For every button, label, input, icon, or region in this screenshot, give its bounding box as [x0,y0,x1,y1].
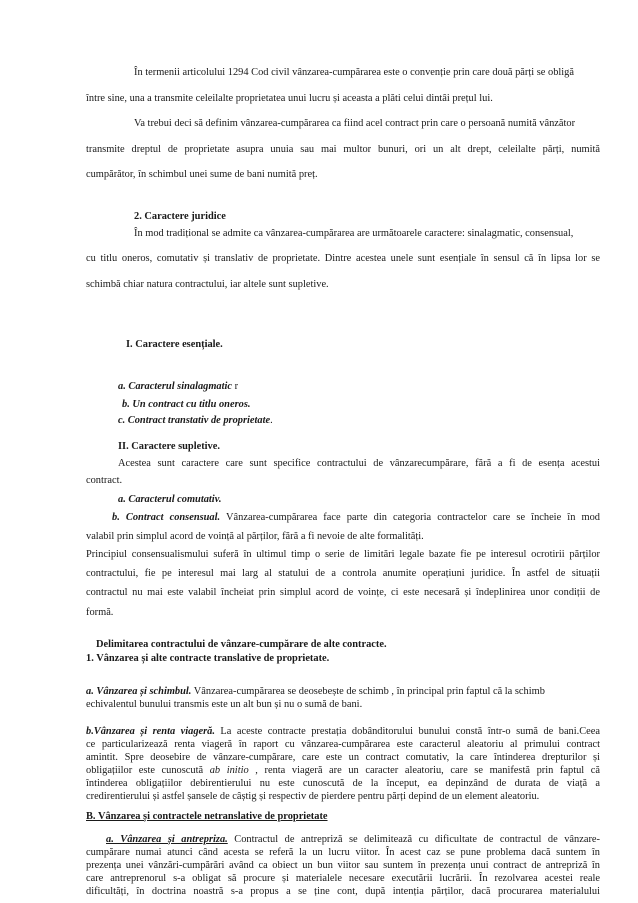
schimb-line-2: echivalentul bunului transmis este un alt bun și nu o sumă de bani. [86,699,363,710]
renta-line-3: amintit. Spre deosebire de vânzare-cumpărare, care este un contract comutativ, la care întinderea drepturilor și [86,752,600,763]
p3-line-1: În mod tradițional se admite ca vânzarea-cumpărarea are următoarele caractere: sinalagmatic, consensual, [134,228,574,239]
p3-line-3: schimbă chiar natura contractului, iar altele sunt supletive. [86,279,329,290]
p5-line-3: contractul nu mai este valabil încheiat prin simplul acord de voințe, ci este necesară și îndeplinirea unor condiții de [86,587,600,598]
p4-line-1: Acestea sunt caractere care sunt specifice contractului de vânzarecumpărare, fără a fi de esența acestui [118,458,600,469]
heading-caractere-juridice: 2. Caractere juridice [134,211,226,222]
heading-contracte-netranslative: B. Vânzarea și contractele netranslative de proprietate [86,811,328,822]
p2-line-1: Va trebui deci să definim vânzarea-cumpărarea ca fiind acel contract prin care o persoană numită vânzător [134,118,576,129]
renta-line-2: ce particularizează renta viageră în raport cu vânzarea-cumpărarea este caracterul aleatoriu al primului contract [86,739,600,750]
heading-delimitarea: Delimitarea contractului de vânzare-cumpărare de alte contracte. [96,639,387,650]
p5-line-2: contractului, fie pe interesul mai larg al statului de a controla anumite operațiuni juridice. În astfel de situații [86,568,600,579]
heading-contracte-translative: 1. Vânzarea și alte contracte translative de proprietate. [86,653,330,664]
p5-line-1: Principiul consensualismului suferă în ultimul timp o serie de limitări legale bazate fie pe interesul ocrotirii părților [86,549,600,560]
renta-line-1: b.Vânzarea și renta viageră. La aceste contracte prestația dobânditorului bunului constă într-o sumă de bani.Ceea [86,726,600,737]
antrepriza-line-5: dificultăți, în doctrina noastră s-a propus a se ține cont, după intenția părților, dacă procurarea materialului [86,886,600,897]
renta-line-4: obligațiilor este cunoscută ab initio , renta viageră are un caracter aleatoriu, care se manifestă prin faptul că [86,765,600,776]
antrepriza-line-4: care antreprenorul s-a obligat să procure și materialele necesare executării lucrării. În rezolvarea acestei reale [86,873,600,884]
p1-line-1: În termenii articolului 1294 Cod civil vânzarea-cumpărarea este o convenție prin care două părți se obligă [134,67,574,78]
supletive-item-b-line-1: b. Contract consensual. Vânzarea-cumpărarea face parte din categoria contractelor care se încheie în mod [112,512,600,523]
esential-item-b: b. Un contract cu titlu oneros. [122,399,251,410]
p5-line-4: formă. [86,607,114,618]
esential-item-a: a. Caracterul sinalagmatic r [118,381,239,392]
supletive-item-a: a. Caracterul comutativ. [118,494,222,505]
p1-line-2: între sine, una a transmite celeilalte proprietatea unui lucru și aceasta a plăti celui dintâi prețul lui. [86,93,493,104]
supletive-item-b-line-2: valabil prin simplul acord de voință al părților, fără a fi nevoie de alte formalități. [86,531,424,542]
heading-caractere-esentiale: I. Caractere esențiale. [126,339,223,350]
schimb-line-1: a. Vânzarea și schimbul. Vânzarea-cumpărarea se deosebește de schimb , în principal prin faptul că la schimb [86,686,545,697]
antrepriza-line-3: prezența unei vânzări-cumpărări având ca obiect un bun viitor sau suntem în prezența unui contract de antrepriză în [86,860,600,871]
renta-line-6: credirentierului și astfel șansele de câștig și respectiv de pierdere pentru părți depind de un element aleatoriu. [86,791,540,802]
esential-item-c: c. Contract transtativ de proprietate. [118,415,273,426]
renta-line-5: întinderea obligațiilor debirentierului nu este cunoscută de la început, ea depinzând de durata de viață a [86,778,600,789]
heading-caractere-supletive: II. Caractere supletive. [118,441,220,452]
p2-line-3: cumpărător, în schimbul unei sume de bani numită preț. [86,169,318,180]
antrepriza-line-2: cumpărare numai atunci când acesta se referă la un lucru viitor. În acest caz se pune problema dacă suntem în [86,847,600,858]
antrepriza-line-1: a. Vânzarea și antrepriza. Contractul de antrepriză se delimitează cu dificultate de contractul de vânzare- [106,834,600,845]
p2-line-2: transmite dreptul de proprietate asupra unuia sau mai multor bunuri, ori un alt drept, celeilalte părți, numită [86,144,600,155]
p4-line-2: contract. [86,475,123,486]
p3-line-2: cu titlu oneros, comutativ și translativ de proprietate. Dintre acestea unele sunt esențiale în sensul că în lipsa lor se [86,253,600,264]
